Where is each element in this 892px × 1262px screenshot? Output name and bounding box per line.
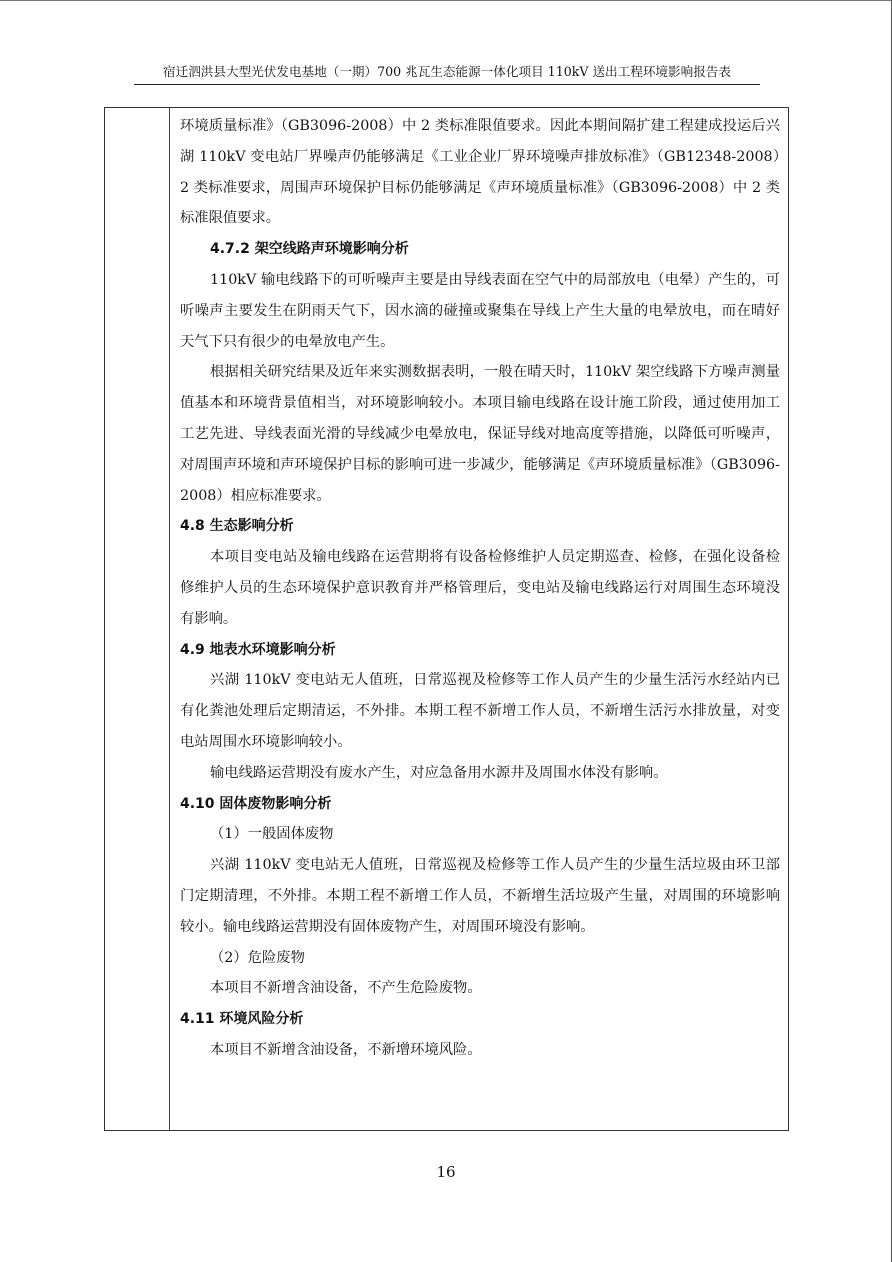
paragraph: 根据相关研究结果及近年来实测数据表明，一般在晴天时，110kV 架空线路下方噪声测量值基本和环境背景值相当，对环境影响较小。本项目输电线路在设计施工阶段，通过使用加工工艺先进、导线表面光滑的导线减少电晕放电，保证导线对地高度等措施，以降低可听噪声，对周围声环境和声环境保护目标的影响可进一步减少，能够满足《声环境质量标准》（GB3096-2008）相应标准要求。 bbox=[180, 364, 780, 504]
paragraph: 110kV 输电线路下的可听噪声主要是由导线表面在空气中的局部放电（电晕）产生的，可听噪声主要发生在阴雨天气下，因水滴的碰撞或聚集在导线上产生大量的电晕放电，而在晴好天气下只有很少的电晕放电产生。 bbox=[180, 271, 780, 350]
paragraph: 兴湖 110kV 变电站无人值班，日常巡视及检修等工作人员产生的少量生活垃圾由环卫部门定期清理，不外排。本期工程不新增工作人员，不新增生活垃圾产生量，对周围的环境影响较小。输电线路运营期没有固体废物产生，对周围环境没有影响。 bbox=[180, 857, 780, 935]
running-header: 宿迁泗洪县大型光伏发电基地（一期）700 兆瓦生态能源一体化项目 110kV 送出工程环境影响报告表 bbox=[134, 62, 760, 85]
page-number: 16 bbox=[436, 1163, 456, 1181]
page-top-edge-line bbox=[0, 0, 892, 1]
paragraph: 输电线路运营期没有废水产生，对应急备用水源井及周围水体没有影响。 bbox=[210, 764, 668, 781]
table-frame bbox=[104, 107, 789, 1131]
paragraph: 本项目不新增含油设备，不新增环境风险。 bbox=[210, 1041, 482, 1058]
section-heading-4-7-2: 4.7.2 架空线路声环境影响分析 bbox=[210, 241, 409, 258]
list-item-general-solid-waste: （1）一般固体废物 bbox=[210, 826, 334, 843]
section-heading-4-10: 4.10 固体废物影响分析 bbox=[180, 795, 332, 812]
table-label-column bbox=[105, 108, 170, 1130]
paragraph: 本项目变电站及输电线路在运营期将有设备检修维护人员定期巡查、检修，在强化设备检修维护人员的生态环境保护意识教育并严格管理后，变电站及输电线路运行对周围生态环境没有影响。 bbox=[180, 549, 780, 627]
paragraph: 兴湖 110kV 变电站无人值班，日常巡视及检修等工作人员产生的少量生活污水经站内已有化粪池处理后定期清运，不外排。本期工程不新增工作人员，不新增生活污水排放量，对变电站周围水环境影响较小。 bbox=[180, 672, 780, 750]
section-heading-4-11: 4.11 环境风险分析 bbox=[180, 1011, 304, 1028]
paragraph: 本项目不新增含油设备，不产生危险废物。 bbox=[210, 980, 482, 997]
section-heading-4-8: 4.8 生态影响分析 bbox=[180, 518, 294, 535]
continued-paragraph: 环境质量标准》（GB3096-2008）中 2 类标准限值要求。因此本期间隔扩建工程建成投运后兴湖 110kV 变电站厂界噪声仍能够满足《工业企业厂界环境噪声排放标准》（GB12348-2008）2 类标准要求，周围声环境保护目标仍能够满足《声环境质量标准》（GB3096-2008）中 2 类标准限值要求。 bbox=[180, 118, 780, 227]
list-item-hazardous-waste: （2）危险废物 bbox=[210, 949, 305, 966]
table-content-cell bbox=[180, 111, 780, 1066]
section-heading-4-9: 4.9 地表水环境影响分析 bbox=[180, 641, 336, 658]
